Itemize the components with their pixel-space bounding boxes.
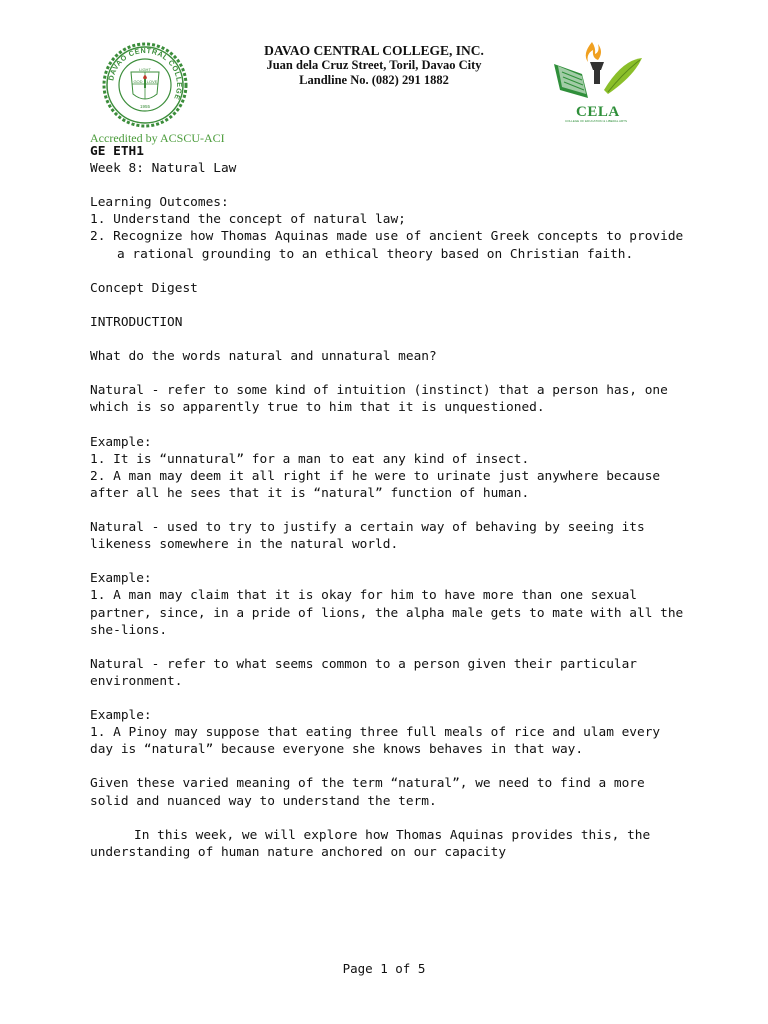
document-header [0, 0, 768, 150]
cela-wordmark: CELA [576, 104, 620, 120]
college-address: Juan dela Cruz Street, Toril, Davao City [266, 58, 482, 72]
this-week-paragraph: In this week, we will explore how Thomas Aquinas provides this, the understanding of human nature anchored on our capacity [90, 827, 658, 860]
example-item: 2. A man may deem it all right if he were to urinate just anywhere because after all he sees that it is “natural” function of human. [90, 468, 661, 501]
document-body [90, 143, 690, 878]
cela-subtitle: COLLEGE OF EDUCATION & LIBERAL ARTS [565, 119, 627, 123]
seal-motto-right: LOVE [146, 79, 158, 84]
cela-logo [548, 40, 644, 126]
page-number: Page 1 of 5 [342, 961, 426, 976]
example-item: 1. A Pinoy may suppose that eating three full meals of rice and ulam every day is “natural” because everyone she knows behaves in that way. [90, 725, 661, 758]
seal-ring-text: DAVAO CENTRAL COLLEGE [106, 45, 185, 102]
natural-definition-2: Natural - used to try to justify a certain way of behaving by seeing its likeness somewhere in the natural world. [90, 520, 653, 553]
outcomes-heading: Learning Outcomes: [90, 195, 229, 211]
accreditation-note: Accredited by ACSCU-ACI [90, 131, 225, 145]
college-landline: Landline No. (082) 291 1882 [299, 73, 449, 87]
example-block-2 [90, 570, 690, 638]
college-info [200, 43, 548, 88]
introduction-heading: INTRODUCTION [90, 314, 183, 330]
outcome-item: 1. Understand the concept of natural law; [90, 212, 406, 228]
example-item: 1. It is “unnatural” for a man to eat any kind of insect. [90, 451, 530, 467]
example-block-3 [90, 707, 690, 758]
example-block-1 [90, 434, 690, 502]
example-label: Example: [90, 708, 152, 724]
intro-question: What do the words natural and unnatural mean? [90, 349, 437, 365]
college-name: DAVAO CENTRAL COLLEGE, INC. [264, 43, 484, 58]
week-title: Week 8: Natural Law [90, 161, 237, 177]
given-paragraph: Given these varied meaning of the term “natural”, we need to find a more solid and nuanced way to understand the term. [90, 776, 653, 809]
natural-definition-1: Natural - refer to some kind of intuition (instinct) that a person has, one which is so apparently true to him that it is unquestioned. [90, 383, 676, 416]
seal-motto-center: LIGHT [139, 67, 151, 72]
example-item: 1. A man may claim that it is okay for him to have more than one sexual partner, since, in a pride of lions, the alpha male gets to mate with all the she-lions. [90, 588, 684, 638]
concept-digest-heading: Concept Digest [90, 280, 198, 296]
seal-motto-left: GOD [133, 79, 143, 84]
outcome-item: 2. Recognize how Thomas Aquinas made use of ancient Greek concepts to provide a rational grounding to an ethical theory based on Christian faith. [90, 229, 684, 262]
college-seal-logo [94, 42, 196, 128]
example-label: Example: [90, 571, 152, 587]
seal-year: 1955 [139, 104, 151, 109]
learning-outcomes [90, 194, 690, 262]
example-label: Example: [90, 434, 152, 450]
course-code: GE ETH1 [90, 144, 144, 159]
natural-definition-3: Natural - refer to what seems common to a person given their particular environment. [90, 656, 645, 689]
